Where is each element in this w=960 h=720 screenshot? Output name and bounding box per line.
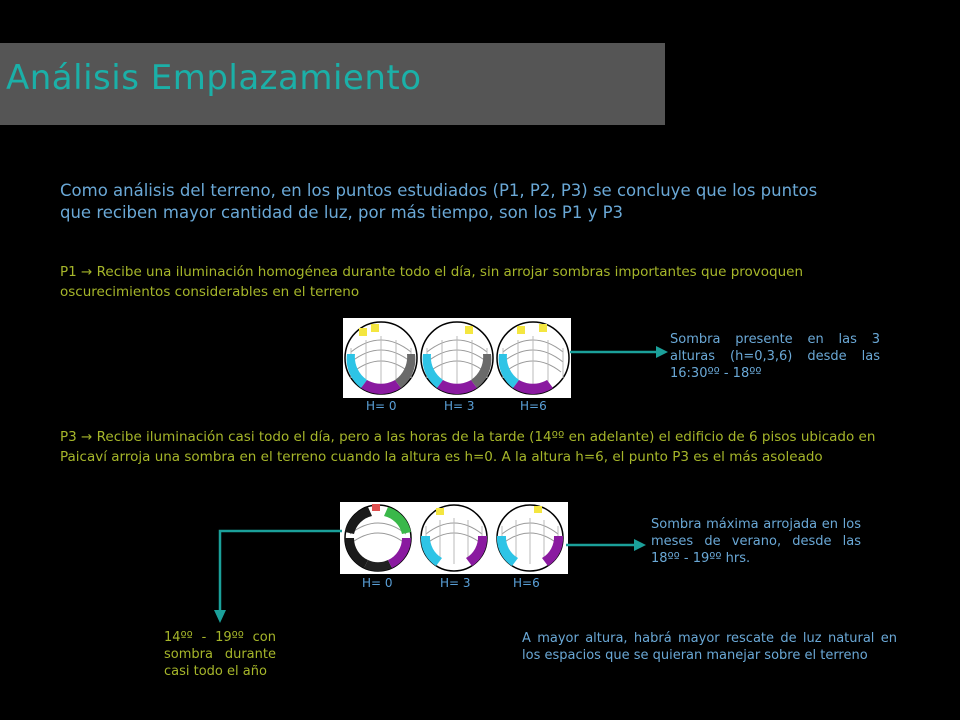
p3-arrow-left: [208, 528, 344, 624]
p1-shadow-note: Sombra presente en las 3 alturas (h=0,3,6) desde las 16:30ºº - 18ºº: [670, 332, 880, 381]
p3-height-label-6: H=6: [513, 576, 540, 590]
p1-sunpath-h3: [421, 322, 493, 394]
p3-height-label-3: H= 3: [440, 576, 471, 590]
p1-height-label-6: H=6: [520, 399, 547, 413]
p1-description: P1 → Recibe una iluminación homogénea durante todo el día, sin arrojar sombras importantes que provoquen oscurecimientos considerables en el terreno: [60, 264, 804, 300]
page-title: Análisis Emplazamiento: [6, 58, 422, 98]
p3-arrow-right: [566, 538, 646, 552]
p1-height-label-3: H= 3: [444, 399, 475, 413]
p3-height-label-0: H= 0: [362, 576, 393, 590]
p1-sunpath-h6: [497, 322, 569, 394]
p3-shadow-note: Sombra máxima arrojada en los meses de verano, desde las 18ºº - 19ºº hrs.: [651, 517, 861, 566]
p3-sunpath-h6: [497, 505, 563, 571]
p3-left-note: 14ºº - 19ºº con sombra durante casi todo el año: [164, 630, 276, 679]
p3-sunpath-h0: [345, 504, 411, 571]
p3-sunpath-h3: [421, 505, 487, 571]
p1-sunpath-h0: [345, 322, 417, 394]
p3-sunpath-diagrams: [340, 502, 568, 574]
p3-description: P3 → Recibe iluminación casi todo el día, pero a las horas de la tarde (14ºº en adelante) el edificio de 6 pisos ubicado en Paicaví arroja una sombra en el terreno cuando la altura es h=0. A la altura h=6, el punto P3 es el más asoleado: [60, 429, 876, 465]
p1-sunpath-strip: [343, 318, 571, 398]
p1-arrow: [570, 345, 670, 359]
p1-sunpath-diagrams: [343, 318, 571, 398]
intro-paragraph: Como análisis del terreno, en los puntos estudiados (P1, P2, P3) se concluye que los puntos que reciben mayor cantidad de luz, por más tiempo, son los P1 y P3: [60, 181, 818, 222]
p1-height-label-0: H= 0: [366, 399, 397, 413]
p3-bottom-note: A mayor altura, habrá mayor rescate de luz natural en los espacios que se quieran manejar sobre el terreno: [522, 631, 897, 663]
p3-sunpath-strip: [340, 502, 568, 574]
